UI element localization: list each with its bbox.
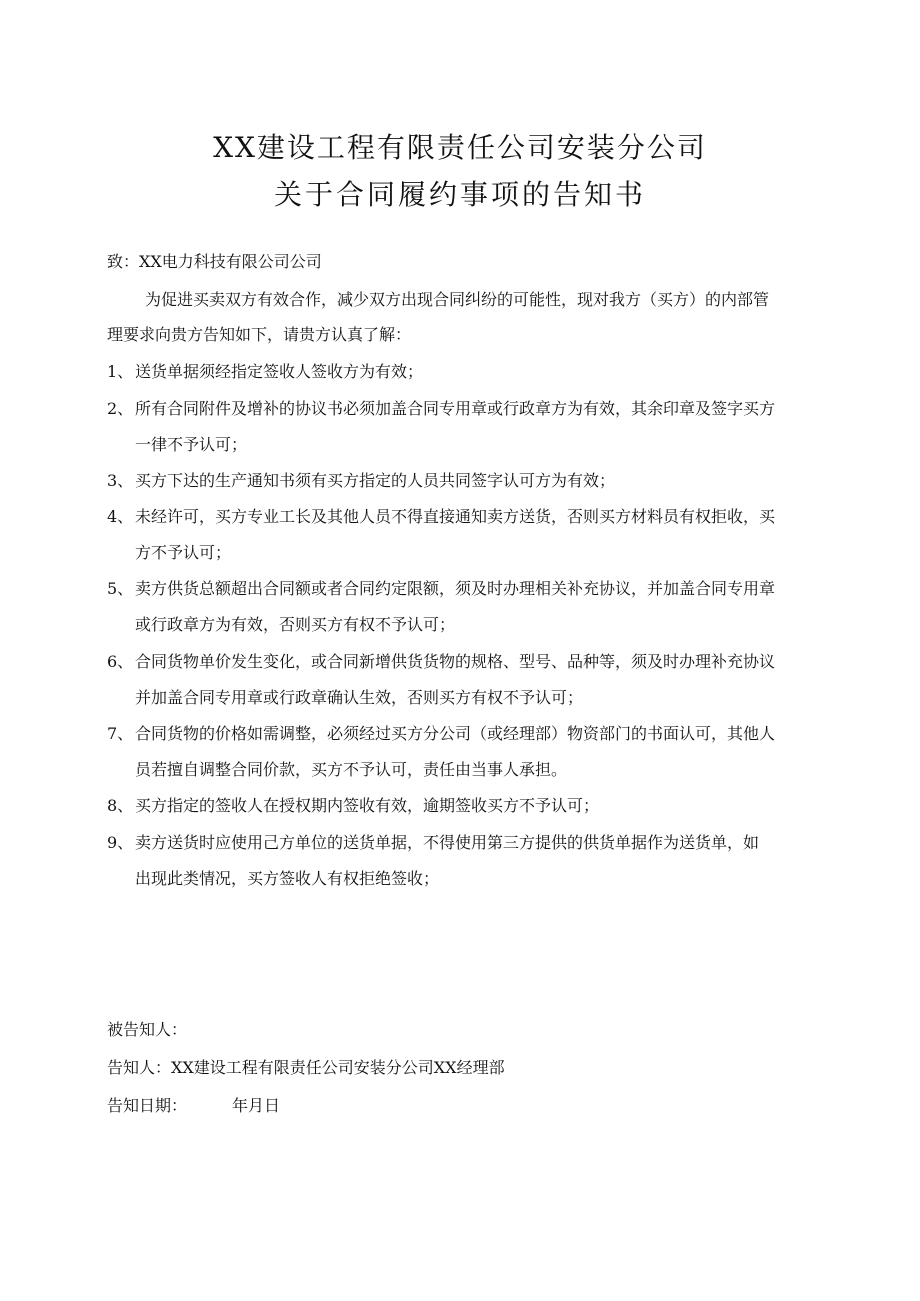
list-item-continuation: 一律不予认可； — [135, 435, 248, 454]
list-item-text: 卖方送货时应使用己方单位的送货单据，不得使用第三方提供的供货单据作为送货单，如 — [135, 833, 760, 852]
list-item-text: 买方指定的签收人在授权期内签收有效，逾期签收买方不予认可； — [135, 796, 600, 815]
notice-date-value: 年月日 — [232, 1096, 281, 1115]
list-item-text: 卖方供货总额超出合同额或者合同约定限额，须及时办理相关补充协议，并加盖合同专用章 — [135, 579, 776, 598]
list-item-continuation: 出现此类情况，买方签收人有权拒绝签收； — [135, 869, 440, 888]
list-item-text: 所有合同附件及增补的协议书必须加盖合同专用章或行政章方为有效，其余印章及签字买方 — [135, 399, 776, 418]
intro-paragraph-line1: 为促进买卖双方有效合作，减少双方出现合同纠纷的可能性，现对我方（买方）的内部管 — [145, 290, 770, 309]
list-item-continuation: 并加盖合同专用章或行政章确认生效，否则买方有权不予认可； — [135, 688, 584, 707]
list-item-text: 买方下达的生产通知书须有买方指定的人员共同签字认可方为有效； — [135, 471, 616, 490]
list-item-text: 未经许可，买方专业工长及其他人员不得直接通知卖方送货，否则买方材料员有权拒收，买 — [135, 507, 776, 526]
intro-paragraph-line2: 理要求向贵方告知如下，请贵方认真了解： — [107, 325, 412, 344]
list-item-number: 9、 — [107, 833, 134, 852]
notifier-line: 告知人：XX建设工程有限责任公司安装分公司XX经理部 — [107, 1058, 505, 1077]
list-item-continuation: 员若擅自调整合同价款，买方不予认可，责任由当事人承担。 — [135, 760, 568, 779]
list-item-number: 2、 — [107, 399, 134, 418]
list-item-text: 送货单据须经指定签收人签收方为有效； — [135, 362, 424, 381]
list-item-number: 7、 — [107, 724, 134, 743]
list-item-number: 8、 — [107, 796, 134, 815]
list-item-number: 4、 — [107, 507, 134, 526]
notice-date-label: 告知日期： — [107, 1096, 188, 1115]
list-item-continuation: 方不予认可； — [135, 543, 232, 562]
list-item-number: 6、 — [107, 652, 134, 671]
recipient-line: 致：XX电力科技有限公司公司 — [107, 252, 322, 271]
list-item-number: 5、 — [107, 579, 134, 598]
list-item-number: 3、 — [107, 471, 134, 490]
list-item-text: 合同货物的价格如需调整，必须经过买方分公司（或经理部）物资部门的书面认可，其他人 — [135, 724, 776, 743]
list-item-text: 合同货物单价发生变化，或合同新增供货货物的规格、型号、品种等，须及时办理补充协议 — [135, 652, 776, 671]
notified-party-label: 被告知人： — [107, 1020, 188, 1039]
document-title-line2: 关于合同履约事项的告知书 — [273, 178, 646, 211]
list-item-continuation: 或行政章方为有效，否则买方有权不予认可； — [135, 615, 456, 634]
document-title-line1: XX建设工程有限责任公司安装分公司 — [213, 131, 707, 164]
list-item-number: 1、 — [107, 362, 134, 381]
